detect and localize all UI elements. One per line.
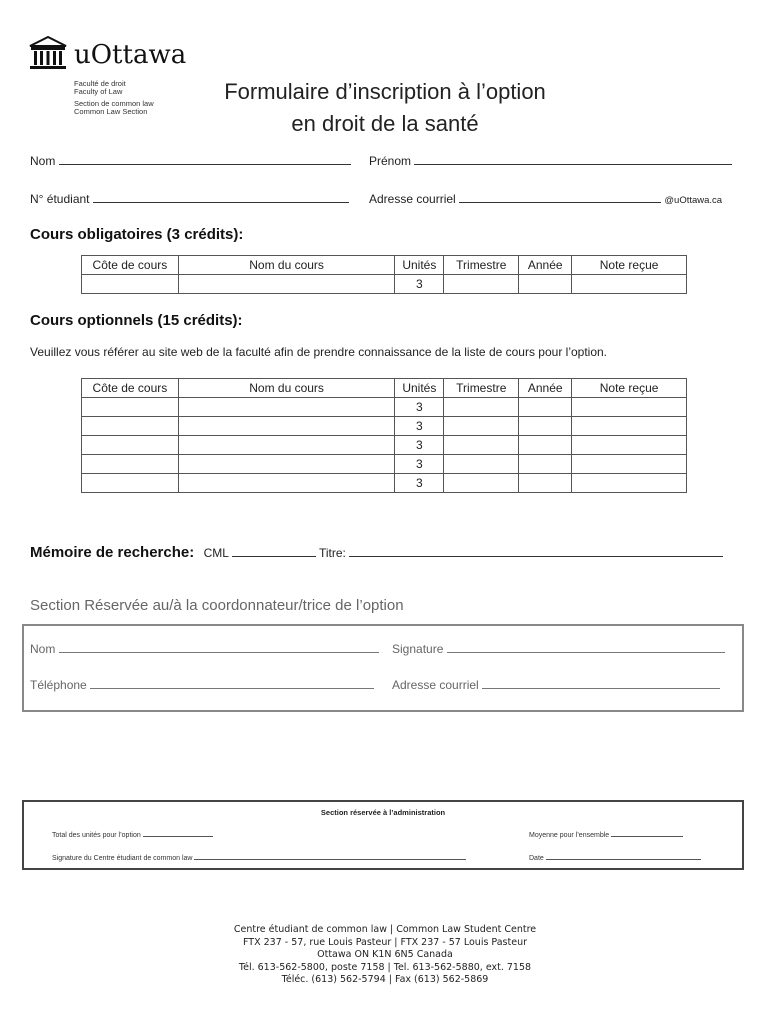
coord-courriel-label: Adresse courriel (392, 678, 479, 692)
table-cell: 3 (395, 398, 444, 417)
university-building-icon (28, 36, 68, 72)
table-cell[interactable] (572, 275, 687, 294)
nom-label: Nom (30, 154, 56, 168)
etudiant-line[interactable] (93, 190, 349, 203)
table-row (82, 275, 687, 294)
admin-total-field[interactable] (52, 829, 213, 839)
optional-courses-table (81, 378, 687, 493)
courriel-line[interactable] (459, 190, 661, 203)
column-header: Trimestre (444, 379, 519, 398)
coord-nom-line[interactable] (59, 640, 379, 653)
table-cell[interactable] (444, 417, 519, 436)
titre-line[interactable] (349, 544, 723, 557)
table-cell[interactable] (519, 436, 572, 455)
cml-label: CML (203, 546, 229, 560)
logo-section-en: Common Law Section (74, 107, 148, 116)
column-header: Unités (395, 379, 444, 398)
admin-date-field[interactable] (529, 852, 701, 862)
footer-address (185, 924, 585, 987)
table-cell[interactable] (178, 398, 395, 417)
footer-line-1: Centre étudiant de common law | Common Law Student Centre (233, 924, 537, 935)
coord-courriel-field[interactable] (392, 676, 720, 692)
table-cell[interactable] (444, 436, 519, 455)
admin-moyenne-line[interactable] (611, 829, 683, 837)
table-cell[interactable] (178, 455, 395, 474)
coord-telephone-label: Téléphone (30, 678, 87, 692)
admin-heading: Section réservée à l’administration (320, 808, 446, 817)
prenom-label: Prénom (369, 154, 412, 168)
table-cell[interactable] (572, 398, 687, 417)
column-header: Côte de cours (82, 379, 179, 398)
column-header: Nom du cours (178, 256, 395, 275)
optional-heading: Cours optionnels (15 crédits): (30, 312, 243, 329)
etudiant-field[interactable] (30, 190, 349, 206)
optional-note: Veuillez vous référer au site web de la faculté afin de prendre connaissance de la liste de cours pour l’option. (30, 345, 608, 359)
table-cell[interactable] (519, 474, 572, 493)
coord-signature-field[interactable] (392, 640, 725, 656)
table-cell[interactable] (572, 455, 687, 474)
footer-line-3: Ottawa ON K1N 6N5 Canada (317, 949, 453, 960)
table-cell[interactable] (519, 398, 572, 417)
nom-field[interactable] (30, 152, 351, 168)
table-cell[interactable] (444, 398, 519, 417)
admin-signature-line[interactable] (194, 852, 466, 860)
table-cell[interactable] (178, 436, 395, 455)
table-cell[interactable] (444, 275, 519, 294)
table-cell[interactable] (572, 474, 687, 493)
table-cell: 3 (395, 474, 444, 493)
coord-telephone-line[interactable] (90, 676, 374, 689)
column-header: Année (519, 256, 572, 275)
admin-moyenne-field[interactable] (529, 829, 683, 839)
table-cell: 3 (395, 417, 444, 436)
table-cell[interactable] (178, 275, 395, 294)
table-cell[interactable] (82, 436, 179, 455)
admin-date-label: Date (529, 855, 544, 862)
title-line-2: en droit de la santé (291, 111, 479, 136)
admin-total-line[interactable] (143, 829, 213, 837)
logo-faculty-fr: Faculté de droit (74, 79, 126, 88)
table-cell[interactable] (444, 455, 519, 474)
table-cell[interactable] (572, 417, 687, 436)
cml-line[interactable] (232, 544, 316, 557)
column-header: Côte de cours (82, 256, 179, 275)
table-cell[interactable] (572, 436, 687, 455)
admin-total-label: Total des unités pour l’option (52, 832, 141, 839)
footer-line-2: FTX 237 - 57, rue Louis Pasteur | FTX 237 - 57 Louis Pasteur (243, 936, 527, 948)
titre-label: Titre: (318, 546, 346, 560)
column-header: Note reçue (572, 256, 687, 275)
table-cell: 3 (395, 275, 444, 294)
column-header: Trimestre (444, 256, 519, 275)
table-cell[interactable] (519, 417, 572, 436)
courriel-field[interactable] (369, 190, 722, 206)
coordinator-box (22, 624, 744, 712)
table-row (82, 417, 687, 436)
admin-box (22, 800, 744, 870)
prenom-line[interactable] (414, 152, 732, 165)
coord-signature-line[interactable] (447, 640, 725, 653)
column-header: Note reçue (572, 379, 687, 398)
table-cell[interactable] (519, 455, 572, 474)
required-courses-table (81, 255, 687, 294)
table-row (82, 398, 687, 417)
table-cell[interactable] (82, 474, 179, 493)
column-header: Unités (395, 256, 444, 275)
admin-signature-label: Signature du Centre étudiant de common law (52, 855, 193, 862)
memoire-label: Mémoire de recherche: (30, 544, 195, 561)
table-row (82, 455, 687, 474)
footer-line-4: Tél. 613-562-5800, poste 7158 | Tel. 613-562-5880, ext. 7158 (238, 961, 532, 973)
courriel-suffix: @uOttawa.ca (664, 195, 723, 206)
coord-courriel-line[interactable] (482, 676, 720, 689)
column-header: Année (519, 379, 572, 398)
table-header-row (82, 379, 687, 398)
table-row (82, 436, 687, 455)
table-cell[interactable] (82, 417, 179, 436)
table-cell[interactable] (82, 275, 179, 294)
logo-faculty-en: Faculty of Law (74, 87, 123, 96)
table-cell[interactable] (82, 455, 179, 474)
etudiant-label: N° étudiant (30, 192, 90, 206)
admin-moyenne-label: Moyenne pour l’ensemble (529, 832, 610, 839)
table-cell: 3 (395, 455, 444, 474)
admin-date-line[interactable] (546, 852, 701, 860)
table-cell[interactable] (444, 474, 519, 493)
title-line-1: Formulaire d’inscription à l’option (224, 79, 546, 104)
coord-nom-field[interactable] (30, 640, 379, 656)
memoire-row (30, 544, 723, 561)
table-cell: 3 (395, 436, 444, 455)
admin-signature-field[interactable] (52, 852, 466, 862)
coord-telephone-field[interactable] (30, 676, 374, 692)
coord-nom-label: Nom (30, 642, 56, 656)
table-cell[interactable] (82, 398, 179, 417)
coordinator-heading: Section Réservée au/à la coordonnateur/trice de l’option (30, 597, 404, 614)
prenom-field[interactable] (369, 152, 732, 168)
logo-wordmark: uOttawa (74, 40, 187, 70)
table-header-row (82, 256, 687, 275)
table-cell[interactable] (178, 417, 395, 436)
table-cell[interactable] (178, 474, 395, 493)
coord-signature-label: Signature (392, 642, 444, 656)
column-header: Nom du cours (178, 379, 395, 398)
table-cell[interactable] (519, 275, 572, 294)
page-title (150, 76, 620, 140)
nom-line[interactable] (59, 152, 351, 165)
table-row (82, 474, 687, 493)
logo-section-fr: Section de common law (74, 99, 154, 108)
required-heading: Cours obligatoires (3 crédits): (30, 226, 244, 243)
courriel-label: Adresse courriel (369, 192, 456, 206)
footer-line-5: Téléc. (613) 562-5794 | Fax (613) 562-5869 (281, 974, 489, 985)
